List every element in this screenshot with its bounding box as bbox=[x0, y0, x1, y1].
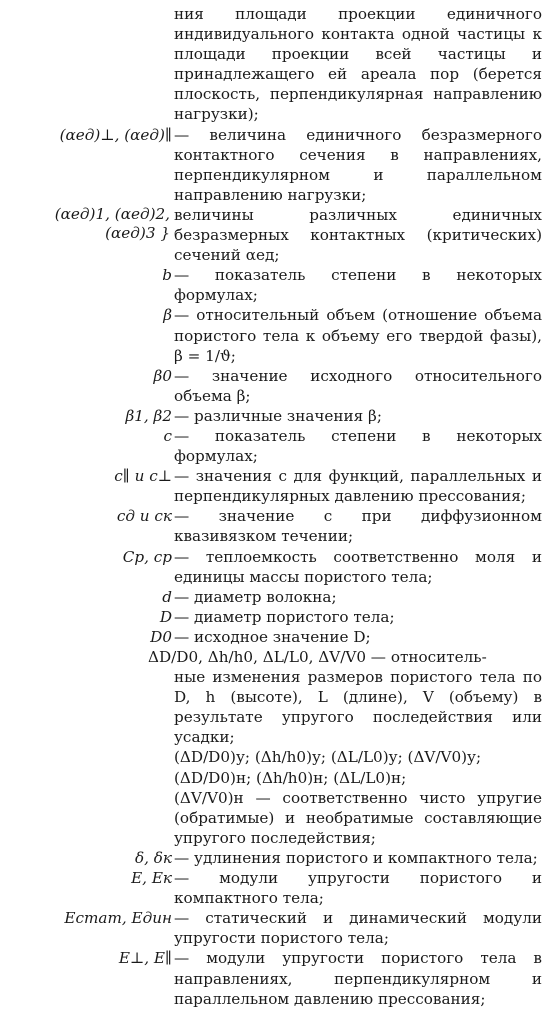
entry-definition: — различные значения β; bbox=[174, 406, 382, 425]
glossary-entry bbox=[0, 305, 556, 365]
entry-definition: ния площади проекции единичного индивидуального контакта одной частицы к площади проекции всей частицы и принадлежащего ей ареала пор (берется плоскость, перпендикулярная направлению нагрузки); bbox=[174, 5, 542, 124]
glossary-entry bbox=[0, 908, 556, 948]
entry-definition: — модули упругости пористого и компактного тела; bbox=[174, 869, 542, 908]
glossary-entry bbox=[0, 366, 556, 406]
entry-symbol: Cp, cp bbox=[122, 547, 172, 566]
glossary-entry bbox=[0, 868, 556, 908]
entry-symbol: cд и cк bbox=[116, 507, 172, 526]
entry-definition: — диаметр пористого тела; bbox=[174, 607, 395, 626]
delta-symbols-line: ΔD/D0, Δh/h0, ΔL/L0, ΔV/V0 — относитель- bbox=[148, 648, 487, 666]
entry-definition: ные изменения размеров пористого тела по D, h (высоте), L (длине), V (объему) в результате упругого последействия или усадки; bbox=[174, 668, 542, 747]
entry-symbol: D0 bbox=[150, 627, 172, 646]
entry-definition: — удлинения пористого и компактного тела; bbox=[174, 848, 538, 867]
entry-symbol: b bbox=[162, 266, 172, 285]
glossary-entry bbox=[0, 948, 556, 1008]
entry-definition: величины различных единичных безразмерных контактных (критических) сечений αед; bbox=[174, 205, 542, 265]
glossary-entry bbox=[0, 547, 556, 587]
entry-symbol: Eстат, Eдин bbox=[64, 909, 172, 928]
glossary-entry bbox=[0, 466, 556, 506]
glossary-entry bbox=[0, 265, 556, 305]
entry-symbol: E⊥, E∥ bbox=[118, 949, 172, 968]
entry-definition: — значение c при диффузионном квазивязком течении; bbox=[174, 507, 542, 546]
glossary-entry bbox=[0, 125, 556, 205]
entry-symbol: (αед)⊥, (αед)∥ bbox=[59, 125, 172, 144]
entry-definition: — относительный объем (отношение объема пористого тела к объему его твердой фазы), β = 1/ϑ; bbox=[174, 306, 542, 365]
glossary-entry bbox=[0, 848, 556, 868]
entry-definition: — статический и динамический модули упругости пористого тела; bbox=[174, 909, 542, 948]
entry-definition: — величина единичного безразмерного контактного сечения в направлениях, перпендикулярном и параллельном направлению нагрузки; bbox=[174, 125, 542, 204]
glossary-entry bbox=[0, 607, 556, 627]
entry-symbol: E, Eк bbox=[131, 869, 172, 888]
glossary-entry bbox=[0, 426, 556, 466]
entry-symbol: D bbox=[159, 607, 172, 626]
entry-definition: — значения c для функций, параллельных и перпендикулярных давлению прессования; bbox=[174, 467, 542, 506]
entry-definition: — исходное значение D; bbox=[174, 627, 371, 646]
entry-symbol: β1, β2 bbox=[125, 406, 172, 425]
formula-line: (ΔV/V0)н — соответственно чисто упругие (обратимые) и необратимые составляющие упругого последействия; bbox=[174, 788, 542, 847]
glossary-entry bbox=[0, 506, 556, 546]
glossary-entry bbox=[0, 205, 556, 265]
glossary-entry bbox=[0, 4, 556, 125]
entry-definition: — модули упругости пористого тела в направлениях, перпендикулярном и параллельном давлению прессования; bbox=[174, 949, 542, 1008]
glossary-entry bbox=[0, 627, 556, 647]
entry-definition: — значение исходного относительного объема β; bbox=[174, 366, 542, 405]
entry-symbol: c∥ и c⊥ bbox=[114, 467, 172, 486]
entry-symbol: δ, δк bbox=[134, 848, 172, 867]
entry-symbol: β bbox=[163, 306, 172, 325]
entry-symbol: d bbox=[162, 587, 172, 606]
glossary-entry bbox=[0, 406, 556, 426]
formula-line: (ΔD/D0)у; (Δh/h0)у; (ΔL/L0)у; (ΔV/V0)у; bbox=[174, 748, 482, 767]
entry-definition: — теплоемкость соответственно моля и единицы массы пористого тела; bbox=[174, 547, 542, 586]
formula-line: (ΔD/D0)н; (Δh/h0)н; (ΔL/L0)н; bbox=[174, 768, 407, 787]
entry-symbol: (αед)1, (αед)2, (αед)3 } bbox=[54, 204, 170, 242]
glossary-entry bbox=[0, 587, 556, 607]
entry-symbol: c bbox=[163, 426, 172, 445]
entry-definition: — показатель степени в некоторых формулах; bbox=[174, 266, 542, 305]
entry-definition: — показатель степени в некоторых формулах; bbox=[174, 426, 542, 466]
glossary-entry-delta bbox=[0, 647, 556, 848]
glossary-page bbox=[0, 4, 556, 1009]
entry-definition: — диаметр волокна; bbox=[174, 587, 337, 606]
entry-symbol: β0 bbox=[153, 366, 172, 385]
